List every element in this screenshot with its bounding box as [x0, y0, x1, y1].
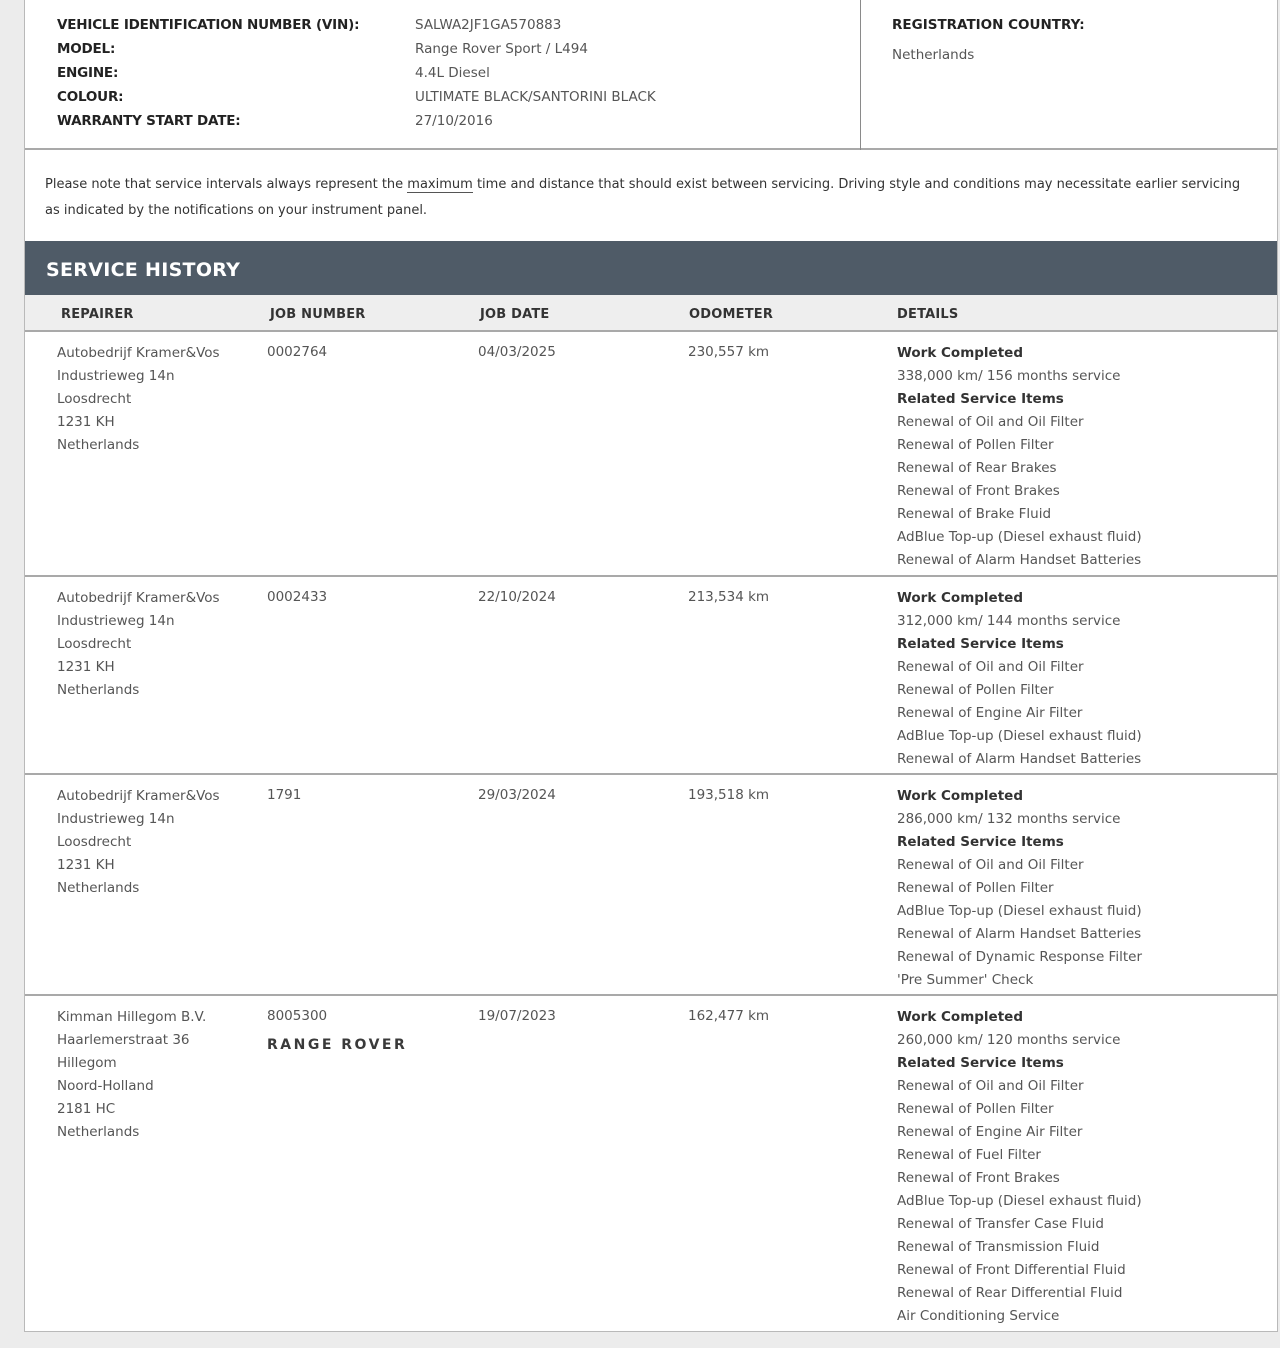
vehicle-value: Range Rover Sport / L494 — [415, 41, 588, 57]
table-row — [25, 775, 1277, 996]
note-text-end: time and distance that should exist between servicing. Driving style and conditions may necessitate earlier servicing as indicated by the notifications on your instrument panel. — [45, 177, 1241, 218]
related-items-label: Related Service Items — [897, 834, 1064, 850]
vehicle-label: WARRANTY START DATE: — [57, 113, 241, 129]
repairer-country: Netherlands — [57, 437, 140, 453]
vehicle-value: ULTIMATE BLACK/SANTORINI BLACK — [415, 89, 656, 105]
work-completed-label: Work Completed — [897, 590, 1023, 606]
vehicle-value: 27/10/2016 — [415, 113, 493, 129]
details-cell — [897, 1006, 1267, 1328]
vehicle-label: VEHICLE IDENTIFICATION NUMBER (VIN): — [57, 17, 360, 33]
details-cell — [897, 342, 1267, 572]
service-history-title: SERVICE HISTORY — [46, 259, 241, 281]
job-date: 19/07/2023 — [478, 1008, 556, 1024]
service-item: Renewal of Pollen Filter — [897, 880, 1054, 896]
service-item: 'Pre Summer' Check — [897, 972, 1034, 988]
service-item: Renewal of Rear Differential Fluid — [897, 1285, 1123, 1301]
repairer-country: Netherlands — [57, 1124, 140, 1140]
repairer-country: Netherlands — [57, 682, 140, 698]
repairer-street: Industrieweg 14n — [57, 811, 175, 827]
service-item: Renewal of Alarm Handset Batteries — [897, 926, 1142, 942]
service-item: Renewal of Brake Fluid — [897, 506, 1052, 522]
column-header-job-date: JOB DATE — [480, 307, 550, 322]
job-number: 1791 — [267, 787, 302, 803]
registration-country-label: REGISTRATION COUNTRY: — [892, 17, 1085, 33]
service-item: Renewal of Oil and Oil Filter — [897, 414, 1084, 430]
repairer-street: Industrieweg 14n — [57, 368, 175, 384]
registration-country-value: Netherlands — [892, 47, 975, 63]
job-number: 8005300 — [267, 1008, 328, 1024]
repairer-name: Autobedrijf Kramer&Vos — [57, 345, 220, 361]
service-history-header — [25, 241, 1277, 295]
service-item: Air Conditioning Service — [897, 1308, 1060, 1324]
work-completed-value: 312,000 km/ 144 months service — [897, 613, 1121, 629]
job-date: 22/10/2024 — [478, 589, 556, 605]
service-item: Renewal of Engine Air Filter — [897, 1124, 1083, 1140]
vehicle-label: ENGINE: — [57, 65, 119, 81]
vehicle-value: 4.4L Diesel — [415, 65, 490, 81]
service-item: Renewal of Transmission Fluid — [897, 1239, 1100, 1255]
service-record-sheet — [24, 0, 1278, 1332]
repairer-cell — [57, 342, 257, 457]
service-item: Renewal of Oil and Oil Filter — [897, 857, 1084, 873]
odometer: 230,557 km — [688, 344, 770, 360]
work-completed-label: Work Completed — [897, 788, 1023, 804]
service-item: AdBlue Top-up (Diesel exhaust fluid) — [897, 728, 1142, 744]
related-items-label: Related Service Items — [897, 636, 1064, 652]
service-item: Renewal of Oil and Oil Filter — [897, 659, 1084, 675]
repairer-postcode: 2181 HC — [57, 1101, 116, 1117]
odometer: 193,518 km — [688, 787, 770, 803]
column-header-odometer: ODOMETER — [689, 307, 774, 322]
repairer-name: Autobedrijf Kramer&Vos — [57, 788, 220, 804]
service-item: Renewal of Alarm Handset Batteries — [897, 552, 1142, 568]
odometer: 162,477 km — [688, 1008, 770, 1024]
service-item: Renewal of Transfer Case Fluid — [897, 1216, 1104, 1232]
service-item: Renewal of Pollen Filter — [897, 1101, 1054, 1117]
work-completed-value: 338,000 km/ 156 months service — [897, 368, 1121, 384]
repairer-region: Noord-Holland — [57, 1078, 154, 1094]
column-header-repairer: REPAIRER — [61, 307, 134, 322]
note-emphasis: maximum — [407, 177, 473, 192]
related-items-label: Related Service Items — [897, 391, 1064, 407]
repairer-city: Loosdrecht — [57, 391, 132, 407]
repairer-street: Haarlemerstraat 36 — [57, 1032, 190, 1048]
service-interval-note — [45, 172, 1255, 224]
work-completed-value: 260,000 km/ 120 months service — [897, 1032, 1121, 1048]
column-header-details: DETAILS — [897, 307, 959, 322]
vehicle-info-box — [25, 0, 1277, 150]
repairer-city: Loosdrecht — [57, 834, 132, 850]
service-item: Renewal of Pollen Filter — [897, 682, 1054, 698]
repairer-postcode: 1231 KH — [57, 414, 115, 430]
table-column-headers — [25, 295, 1277, 332]
service-item: Renewal of Front Brakes — [897, 1170, 1060, 1186]
job-number: 0002764 — [267, 344, 328, 360]
service-item: AdBlue Top-up (Diesel exhaust fluid) — [897, 529, 1142, 545]
repairer-country: Netherlands — [57, 880, 140, 896]
service-item: Renewal of Front Differential Fluid — [897, 1262, 1126, 1278]
service-item: Renewal of Engine Air Filter — [897, 705, 1083, 721]
details-cell — [897, 587, 1267, 771]
repairer-cell — [57, 1006, 257, 1144]
job-date: 04/03/2025 — [478, 344, 556, 360]
work-completed-label: Work Completed — [897, 345, 1023, 361]
odometer: 213,534 km — [688, 589, 770, 605]
vehicle-value: SALWA2JF1GA570883 — [415, 17, 562, 33]
service-item: Renewal of Pollen Filter — [897, 437, 1054, 453]
related-items-label: Related Service Items — [897, 1055, 1064, 1071]
vehicle-label: MODEL: — [57, 41, 116, 57]
repairer-name: Kimman Hillegom B.V. — [57, 1009, 207, 1025]
service-item: Renewal of Rear Brakes — [897, 460, 1057, 476]
range-rover-logo: RANGE ROVER — [267, 1037, 408, 1053]
job-date: 29/03/2024 — [478, 787, 556, 803]
work-completed-value: 286,000 km/ 132 months service — [897, 811, 1121, 827]
service-item: Renewal of Alarm Handset Batteries — [897, 751, 1142, 767]
repairer-cell — [57, 587, 257, 702]
service-item: Renewal of Oil and Oil Filter — [897, 1078, 1084, 1094]
repairer-name: Autobedrijf Kramer&Vos — [57, 590, 220, 606]
details-cell — [897, 785, 1267, 992]
job-number-cell — [267, 1005, 447, 1057]
service-item: Renewal of Fuel Filter — [897, 1147, 1041, 1163]
repairer-postcode: 1231 KH — [57, 857, 115, 873]
note-text-start: Please note that service intervals always represent the — [45, 177, 408, 192]
table-row — [25, 577, 1277, 775]
repairer-city: Hillegom — [57, 1055, 117, 1071]
repairer-city: Loosdrecht — [57, 636, 132, 652]
service-item: Renewal of Dynamic Response Filter — [897, 949, 1142, 965]
table-row — [25, 996, 1277, 1331]
repairer-street: Industrieweg 14n — [57, 613, 175, 629]
repairer-postcode: 1231 KH — [57, 659, 115, 675]
service-item: Renewal of Front Brakes — [897, 483, 1060, 499]
column-header-job-number: JOB NUMBER — [270, 307, 366, 322]
vertical-divider — [860, 0, 861, 150]
table-row — [25, 332, 1277, 577]
service-item: AdBlue Top-up (Diesel exhaust fluid) — [897, 1193, 1142, 1209]
service-item: AdBlue Top-up (Diesel exhaust fluid) — [897, 903, 1142, 919]
job-number: 0002433 — [267, 589, 328, 605]
vehicle-label: COLOUR: — [57, 89, 124, 105]
repairer-cell — [57, 785, 257, 900]
work-completed-label: Work Completed — [897, 1009, 1023, 1025]
